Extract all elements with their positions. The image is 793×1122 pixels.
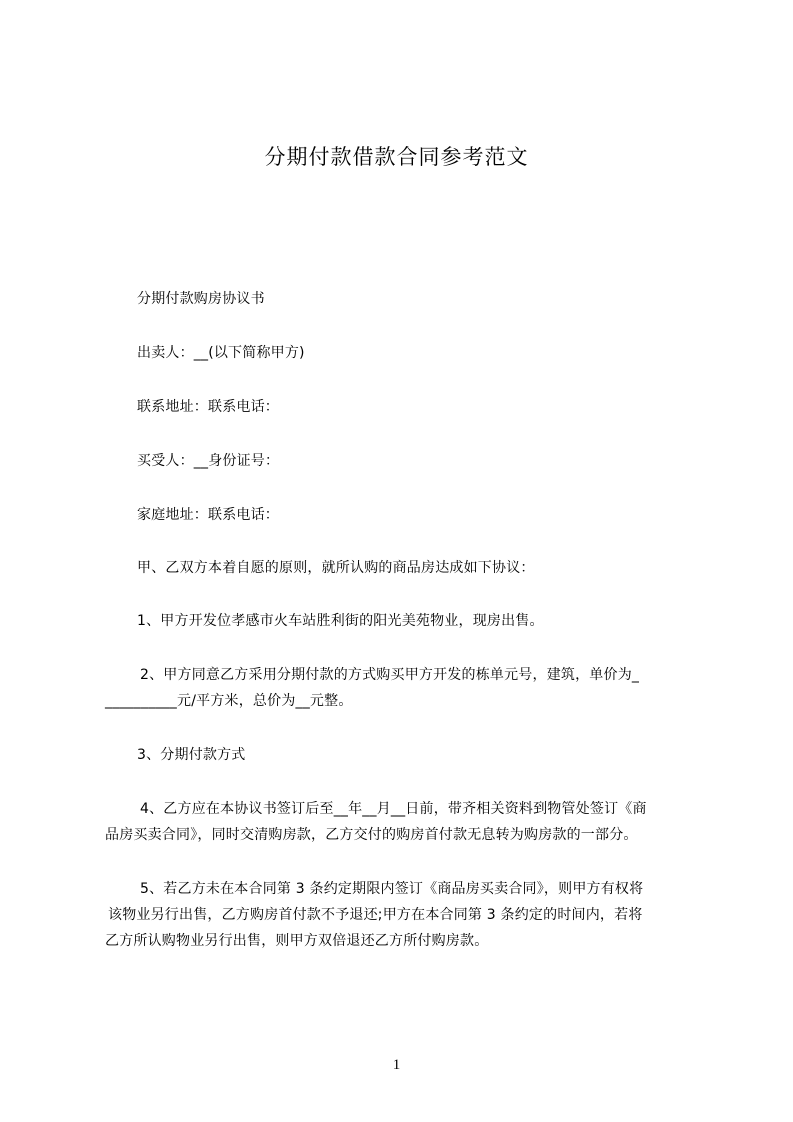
clause-2-line-1: 2、甲方同意乙方采用分期付款的方式购买甲方开发的栋单元号，建筑，单价为_ <box>140 667 640 683</box>
clause-5-line-2: 该物业另行出售，乙方购房首付款不予退还;甲方在本合同第 3 条约定的时间内，若将 <box>108 907 643 923</box>
agreement-subtitle: 分期付款购房协议书 <box>137 291 265 307</box>
seller-line: 出卖人：__(以下简称甲方) <box>137 345 305 361</box>
page-number: 1 <box>392 1057 401 1073</box>
clause-2-line-2: __________元/平方米，总价为__元整。 <box>105 693 353 709</box>
clause-5-line-1: 5、若乙方未在本合同第 3 条约定期限内签订《商品房买卖合同》，则甲方有权将 <box>140 881 644 897</box>
document-title: 分期付款借款合同参考范文 <box>264 145 529 169</box>
buyer-line: 买受人：__身份证号： <box>137 453 280 469</box>
seller-contact-line: 联系地址：联系电话： <box>137 399 279 415</box>
clause-4-line-2: 品房买卖合同》，同时交清购房款，乙方交付的购房首付款无息转为购房款的一部分。 <box>105 827 638 843</box>
clause-3: 3、分期付款方式 <box>137 747 246 763</box>
buyer-contact-line: 家庭地址：联系电话： <box>137 507 279 523</box>
clause-1: 1、甲方开发位孝感市火车站胜利街的阳光美苑物业，现房出售。 <box>137 613 544 629</box>
preamble-paragraph: 甲、乙双方本着自愿的原则，就所认购的商品房达成如下协议： <box>137 560 535 576</box>
clause-5-line-3: 乙方所认购物业另行出售，则甲方双倍退还乙方所付购房款。 <box>105 933 489 949</box>
clause-4-line-1: 4、乙方应在本协议书签订后至__年__月__日前，带齐相关资料到物管处签订《商 <box>140 801 647 817</box>
